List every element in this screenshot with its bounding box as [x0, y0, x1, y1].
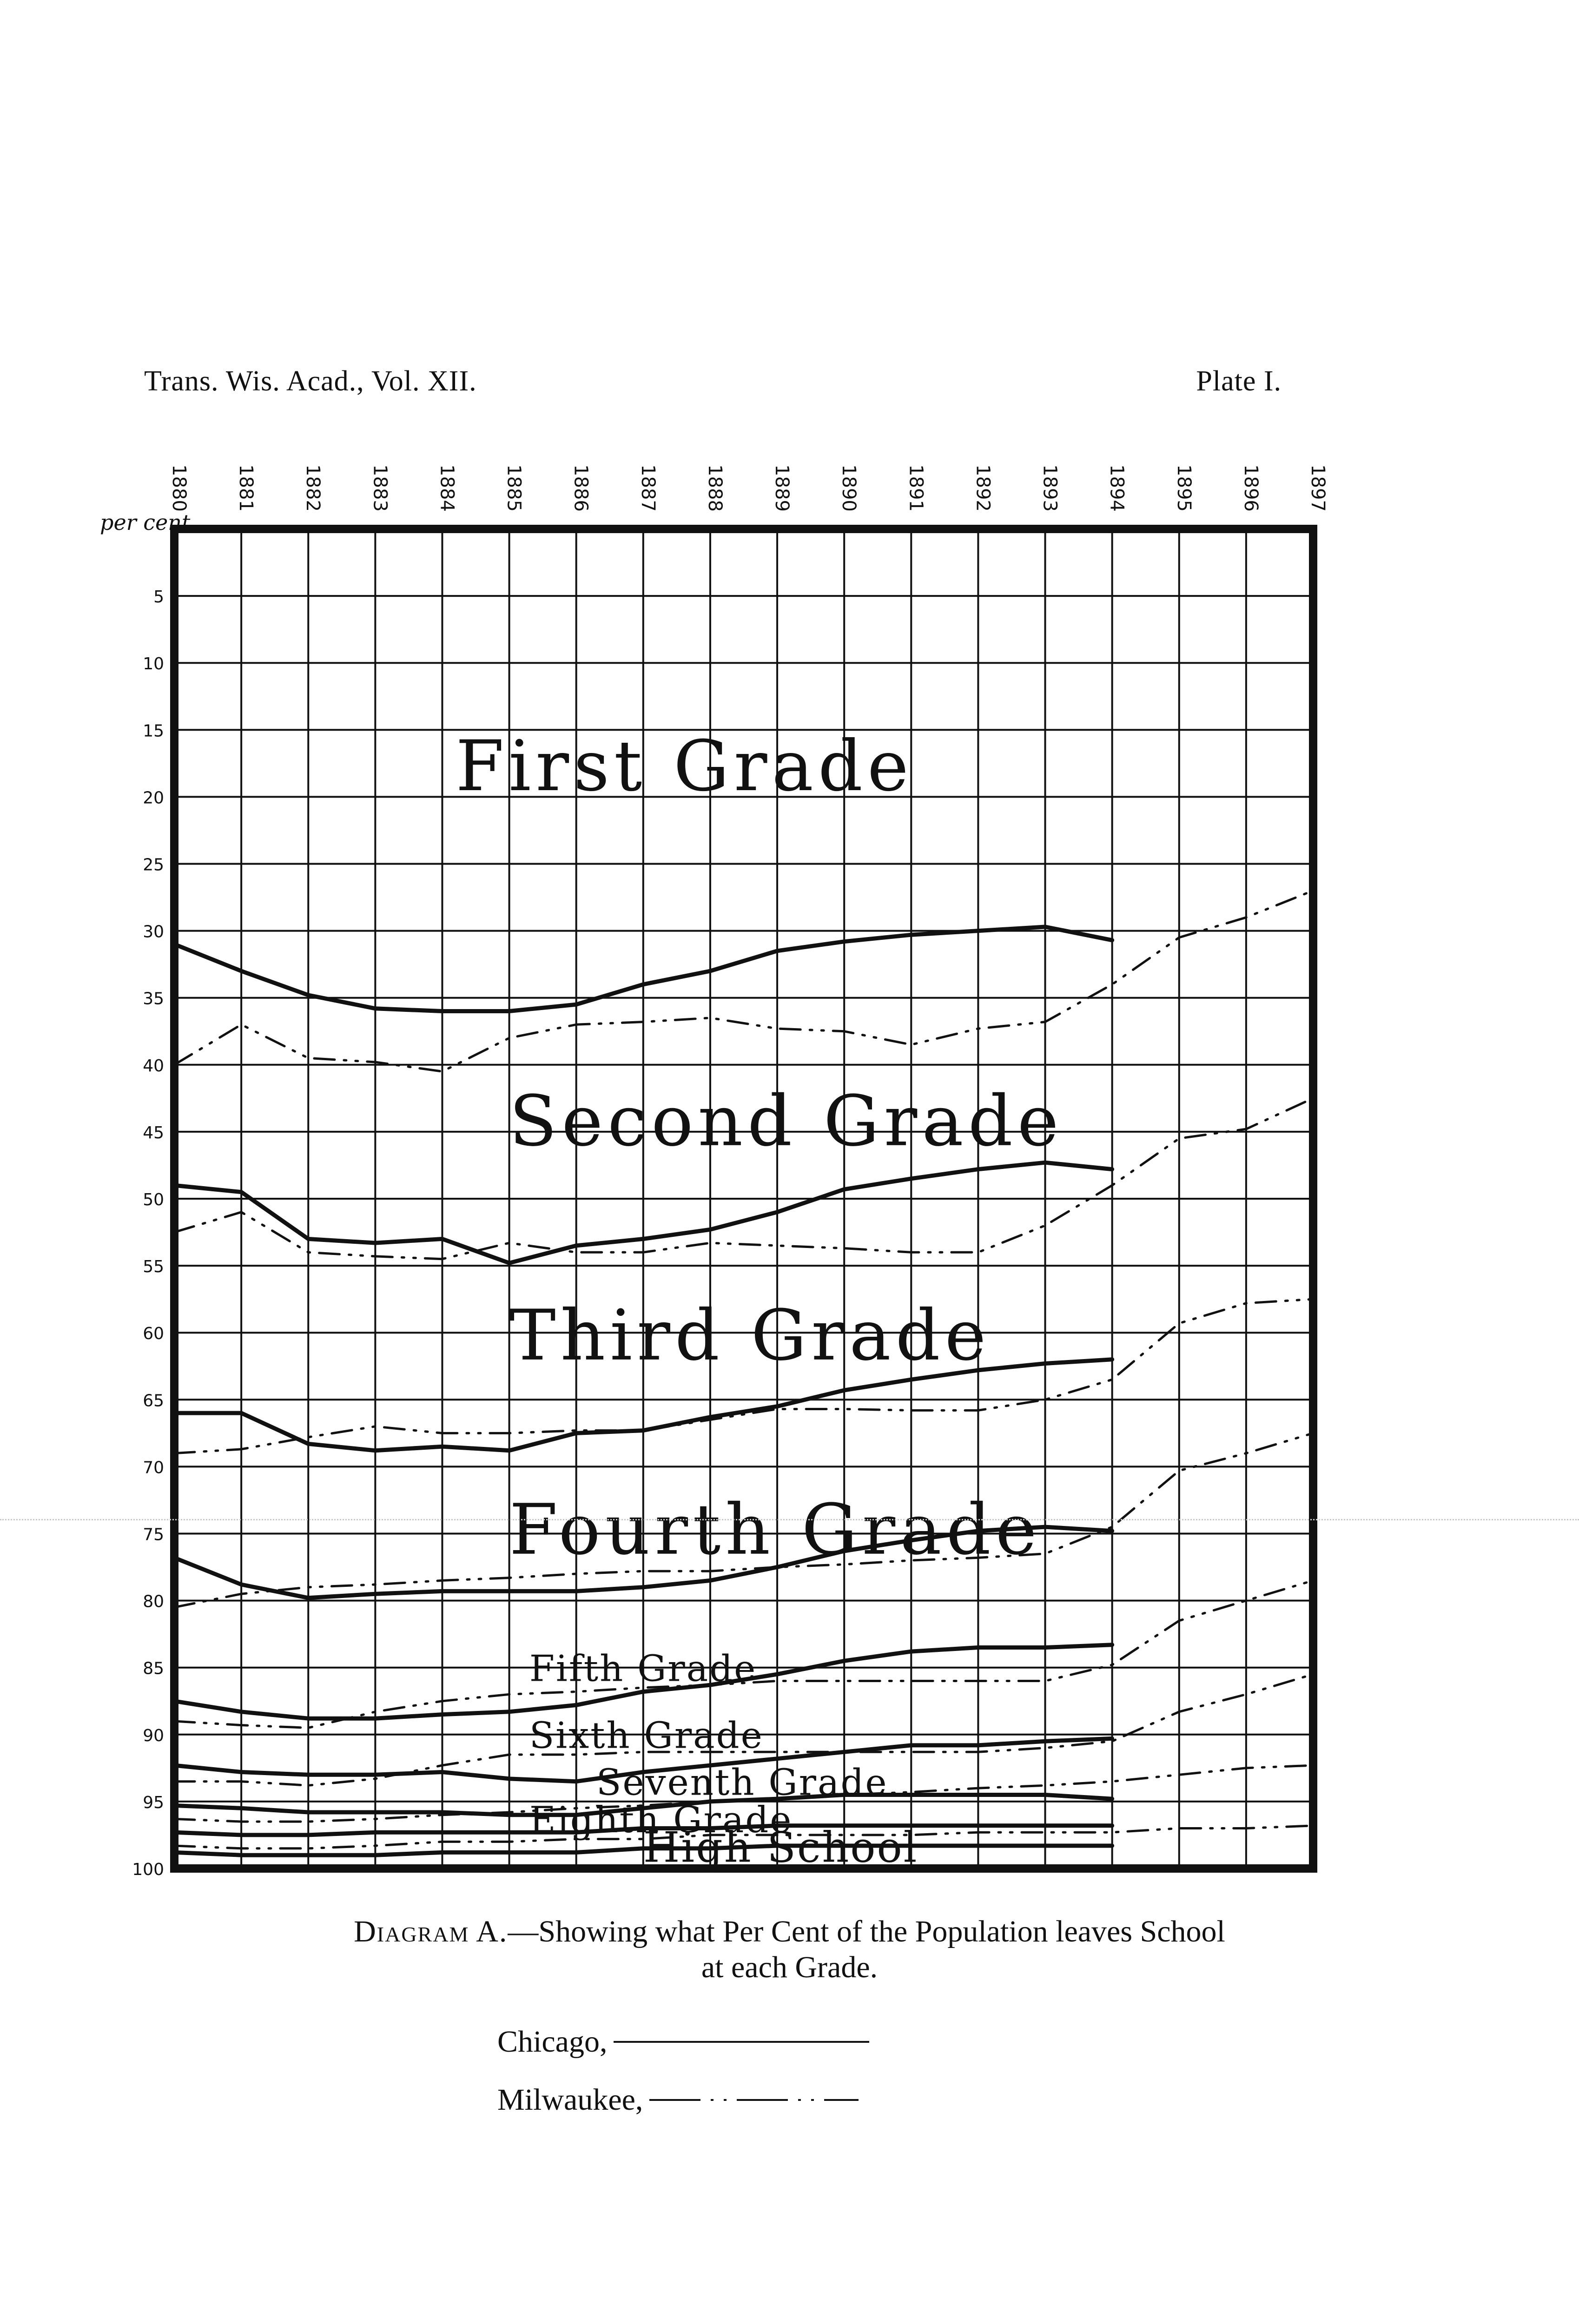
x-tick-label: 1887 [637, 464, 659, 512]
legend-chicago [497, 2024, 874, 2060]
y-tick-label: 55 [143, 1257, 164, 1277]
x-tick-label: 1885 [503, 464, 525, 512]
page-fold [0, 1519, 1579, 1520]
x-tick-label: 1889 [771, 464, 793, 512]
y-tick-label: 90 [143, 1726, 164, 1745]
legend-dashdot-line [649, 2095, 863, 2105]
y-tick-label: 15 [143, 721, 164, 741]
y-tick-label: 100 [132, 1860, 164, 1879]
y-tick-label: 95 [143, 1793, 164, 1812]
y-tick-label: 65 [143, 1391, 164, 1411]
y-tick-label: 5 [153, 588, 164, 607]
y-tick-label: 45 [143, 1123, 164, 1142]
legend-milwaukee-label: Milwaukee, [497, 2083, 643, 2117]
y-tick-label: 75 [143, 1525, 164, 1545]
y-axis-label: per cent [100, 510, 191, 535]
legend-milwaukee [497, 2082, 863, 2118]
grade-band-label: High School [643, 1823, 918, 1872]
x-tick-label: 1882 [302, 464, 324, 512]
y-tick-label: 85 [143, 1659, 164, 1678]
y-tick-label: 50 [143, 1190, 164, 1209]
grade-band-label: Third Grade [509, 1295, 991, 1376]
y-tick-label: 10 [143, 654, 164, 674]
y-tick-label: 25 [143, 855, 164, 875]
x-tick-label: 1892 [972, 464, 994, 512]
y-tick-label: 40 [143, 1056, 164, 1076]
series-line-milwaukee-1 [174, 891, 1313, 1071]
grade-band-label: Eighth Grade [529, 1799, 793, 1842]
y-tick-label: 35 [143, 989, 164, 1009]
y-tick-label: 70 [143, 1458, 164, 1478]
x-tick-label: 1897 [1307, 464, 1328, 512]
grade-band-label: Second Grade [509, 1081, 1064, 1162]
x-tick-label: 1884 [436, 464, 458, 512]
x-tick-label: 1883 [369, 464, 391, 512]
y-tick-label: 80 [143, 1592, 164, 1611]
plate-number: Plate I. [1196, 365, 1282, 397]
grade-band-label: Sixth Grade [529, 1715, 764, 1757]
legend-solid-line [614, 2037, 874, 2047]
x-tick-label: 1896 [1240, 464, 1262, 512]
figure-caption-line2: at each Grade. [701, 1950, 878, 1984]
x-tick-label: 1886 [570, 464, 592, 512]
y-tick-label: 30 [143, 922, 164, 942]
grade-band-label: Fourth Grade [509, 1489, 1042, 1571]
x-tick-label: 1890 [838, 464, 860, 512]
legend-chicago-label: Chicago, [497, 2025, 608, 2059]
x-tick-label: 1880 [168, 464, 190, 512]
x-tick-label: 1881 [235, 464, 257, 512]
grade-band-label: First Grade [456, 726, 913, 807]
running-header: Trans. Wis. Acad., Vol. XII. [144, 365, 477, 397]
x-tick-label: 1894 [1106, 464, 1128, 512]
x-tick-label: 1891 [905, 464, 927, 512]
x-tick-label: 1895 [1173, 464, 1195, 512]
caption-label: Diagram A. [354, 1915, 508, 1948]
x-tick-label: 1888 [704, 464, 726, 512]
y-tick-label: 20 [143, 788, 164, 808]
figure-caption [0, 1914, 1579, 1949]
grade-band-label: Seventh Grade [596, 1762, 888, 1804]
y-tick-label: 60 [143, 1324, 164, 1344]
caption-text: —Showing what Per Cent of the Population leaves School [508, 1915, 1225, 1948]
grade-band-label: Fifth Grade [529, 1648, 757, 1690]
x-tick-label: 1893 [1039, 464, 1061, 512]
